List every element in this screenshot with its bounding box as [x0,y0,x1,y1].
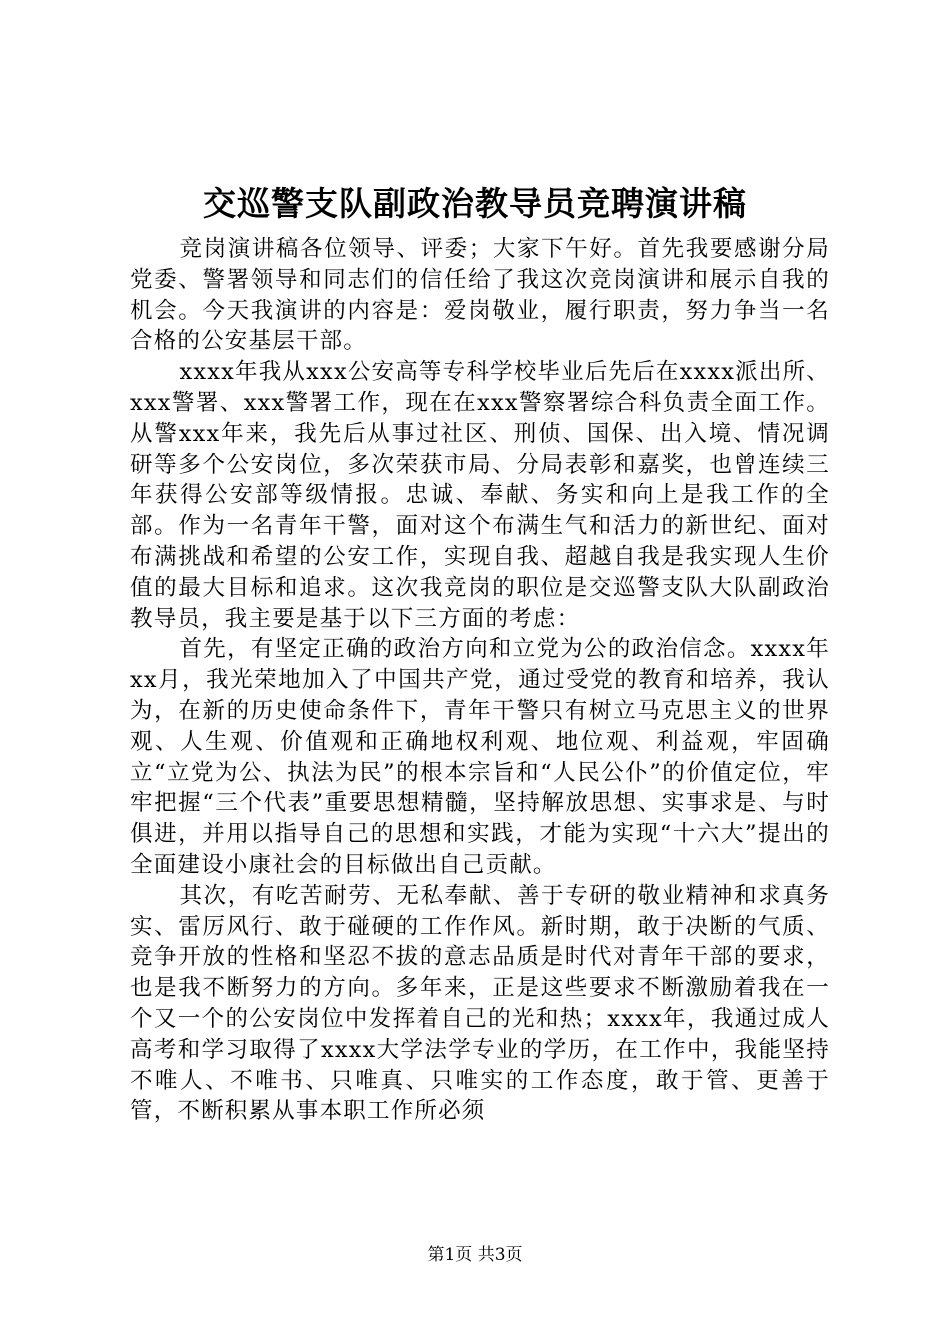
paragraph-second-reason: 其次，有吃苦耐劳、无私奉献、善于专研的敬业精神和求真务实、雷厉风行、敢于碰硬的工作作风。新时期，敢于决断的气质、竞争开放的性格和坚忍不拔的意志品质是时代对青年干部的要求，也是我不断努力的方向。多年来，正是这些要求不断激励着我在一个又一个的公安岗位中发挥着自己的光和热；xxxx年，我通过成人高考和学习取得了xxxx大学法学专业的学历，在工作中，我能坚持不唯人、不唯书、只唯真、只唯实的工作态度，敢于管、更善于管，不断积累从事本职工作所必须 [130,882,830,1125]
page-number-footer: 第1页 共3页 [427,1245,523,1265]
paragraph-first-reason: 首先，有坚定正确的政治方向和立党为公的政治信念。xxxx年xx月，我光荣地加入了中国共产党，通过受党的教育和培养，我认为，在新的历史使命条件下，青年干警只有树立马克思主义的世界观、人生观、价值观和正确地权利观、地位观、利益观，牢固确立“立党为公、执法为民”的根本宗旨和“人民公仆”的价值定位，牢牢把握“三个代表”重要思想精髓，坚持解放思想、实事求是、与时俱进，并用以指导自己的思想和实践，才能为实现“十六大”提出的全面建设小康社会的目标做出自己贡献。 [130,636,830,878]
paragraph-background: xxxx年我从xxx公安高等专科学校毕业后先后在xxxx派出所、xxx警署、xxx警署工作，现在在xxx警察署综合科负责全面工作。从警xxx年来，我先后从事过社区、刑侦、国保、出入境、情况调研等多个公安岗位，多次荣获市局、分局表彰和嘉奖，也曾连续三年获得公安部等级情报。忠诚、奉献、务实和向上是我工作的全部。作为一名青年干警，面对这个布满生气和活力的新世纪、面对布满挑战和希望的公安工作，实现自我、超越自我是我实现人生价值的最大目标和追求。这次我竞岗的职位是交巡警支队大队副政治教导员，我主要是基于以下三方面的考虑： [130,359,830,632]
document-title: 交巡警支队副政治教导员竞聘演讲稿 [203,184,747,223]
document-body [130,234,830,1127]
paragraph-opening: 竞岗演讲稿各位领导、评委；大家下午好。首先我要感谢分局党委、警署领导和同志们的信任给了我这次竞岗演讲和展示自我的机会。今天我演讲的内容是：爱岗敬业，履行职责，努力争当一名合格的公安基层干部。 [130,236,830,355]
